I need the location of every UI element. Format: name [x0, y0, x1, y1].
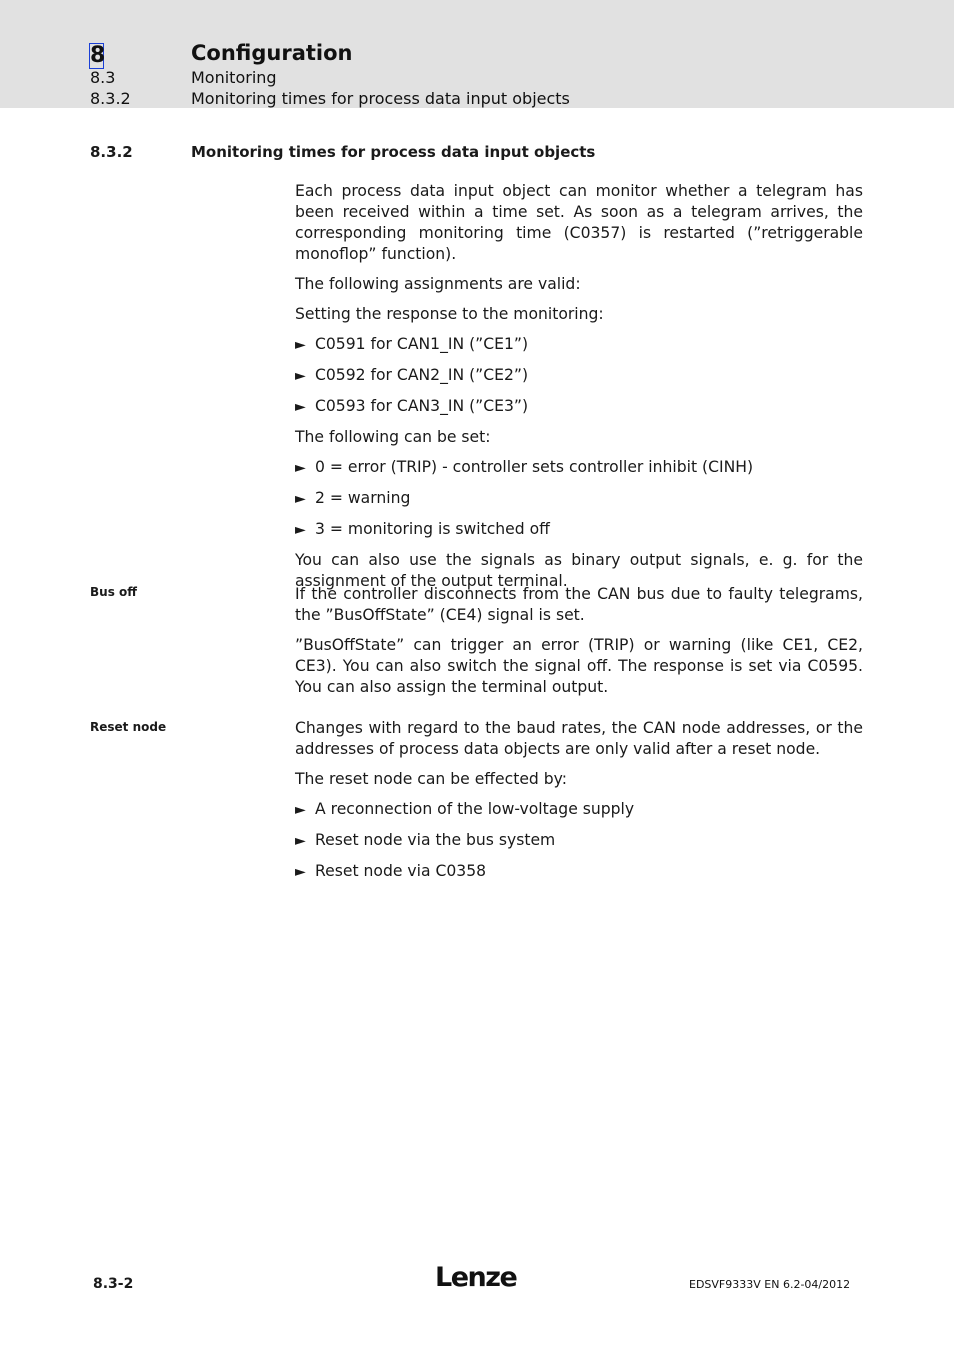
header-subsection-number: 8.3.2: [90, 89, 131, 108]
chapter-title: Configuration: [191, 41, 353, 65]
bus-off-block: [295, 584, 863, 707]
header-section-title: Monitoring: [191, 68, 277, 87]
list-item: ► 2 = warning: [295, 488, 863, 510]
side-label-reset-node: Reset node: [90, 720, 167, 734]
reset-node-block: [295, 718, 863, 892]
section-heading-number: 8.3.2: [90, 143, 133, 161]
bullet-arrow-icon: ►: [295, 491, 306, 507]
paragraph: Each process data input object can monitor whether a telegram has been received within a time set. As soon as a telegram arrives, the corresponding monitoring time (C0357) is restarted (”retriggerable monoflop” function).: [295, 182, 863, 263]
list-item: ► 3 = monitoring is switched off: [295, 519, 863, 541]
bullet-arrow-icon: ►: [295, 833, 306, 849]
paragraph: The following can be set:: [295, 428, 491, 446]
paragraph: If the controller disconnects from the CAN bus due to faulty telegrams, the ”BusOffState” (CE4) signal is set.: [295, 585, 863, 624]
paragraph: ”BusOffState” can trigger an error (TRIP) or warning (like CE1, CE2, CE3). You can also switch the signal off. The response is set via C0595. You can also assign the terminal output.: [295, 636, 863, 696]
lenze-logo: Lenze: [435, 1262, 517, 1293]
section-heading-title: Monitoring times for process data input objects: [191, 143, 596, 161]
paragraph: You can also use the signals as binary output signals, e. g. for the assignment of the output terminal.: [295, 551, 863, 590]
list-item: ► C0593 for CAN3_IN (”CE3”): [295, 396, 863, 418]
paragraph: Changes with regard to the baud rates, the CAN node addresses, or the addresses of process data objects are only valid after a reset node.: [295, 719, 863, 758]
header-subsection-title: Monitoring times for process data input objects: [191, 89, 570, 108]
bullet-arrow-icon: ►: [295, 460, 306, 476]
document-id: EDSVF9333V EN 6.2-04/2012: [689, 1278, 851, 1291]
list-item: ► A reconnection of the low-voltage supply: [295, 799, 863, 821]
chapter-number-link[interactable]: 8: [90, 43, 106, 68]
list-item: ► Reset node via the bus system: [295, 830, 863, 852]
side-label-bus-off: Bus off: [90, 585, 137, 599]
bullet-arrow-icon: ►: [295, 864, 306, 880]
list-item: ► Reset node via C0358: [295, 861, 863, 883]
page-number: 8.3-2: [93, 1276, 134, 1292]
paragraph: Setting the response to the monitoring:: [295, 305, 604, 323]
paragraph: The following assignments are valid:: [295, 275, 581, 293]
paragraph: The reset node can be effected by:: [295, 770, 568, 788]
list-item: ► 0 = error (TRIP) - controller sets controller inhibit (CINH): [295, 457, 863, 479]
bullet-arrow-icon: ►: [295, 399, 306, 415]
bullet-arrow-icon: ►: [295, 522, 306, 538]
monitoring-block: [295, 181, 863, 601]
header-section-number: 8.3: [90, 68, 116, 87]
list-item: ► C0592 for CAN2_IN (”CE2”): [295, 365, 863, 387]
bullet-arrow-icon: ►: [295, 368, 306, 384]
list-item: ► C0591 for CAN1_IN (”CE1”): [295, 334, 863, 356]
bullet-arrow-icon: ►: [295, 337, 306, 353]
bullet-arrow-icon: ►: [295, 802, 306, 818]
